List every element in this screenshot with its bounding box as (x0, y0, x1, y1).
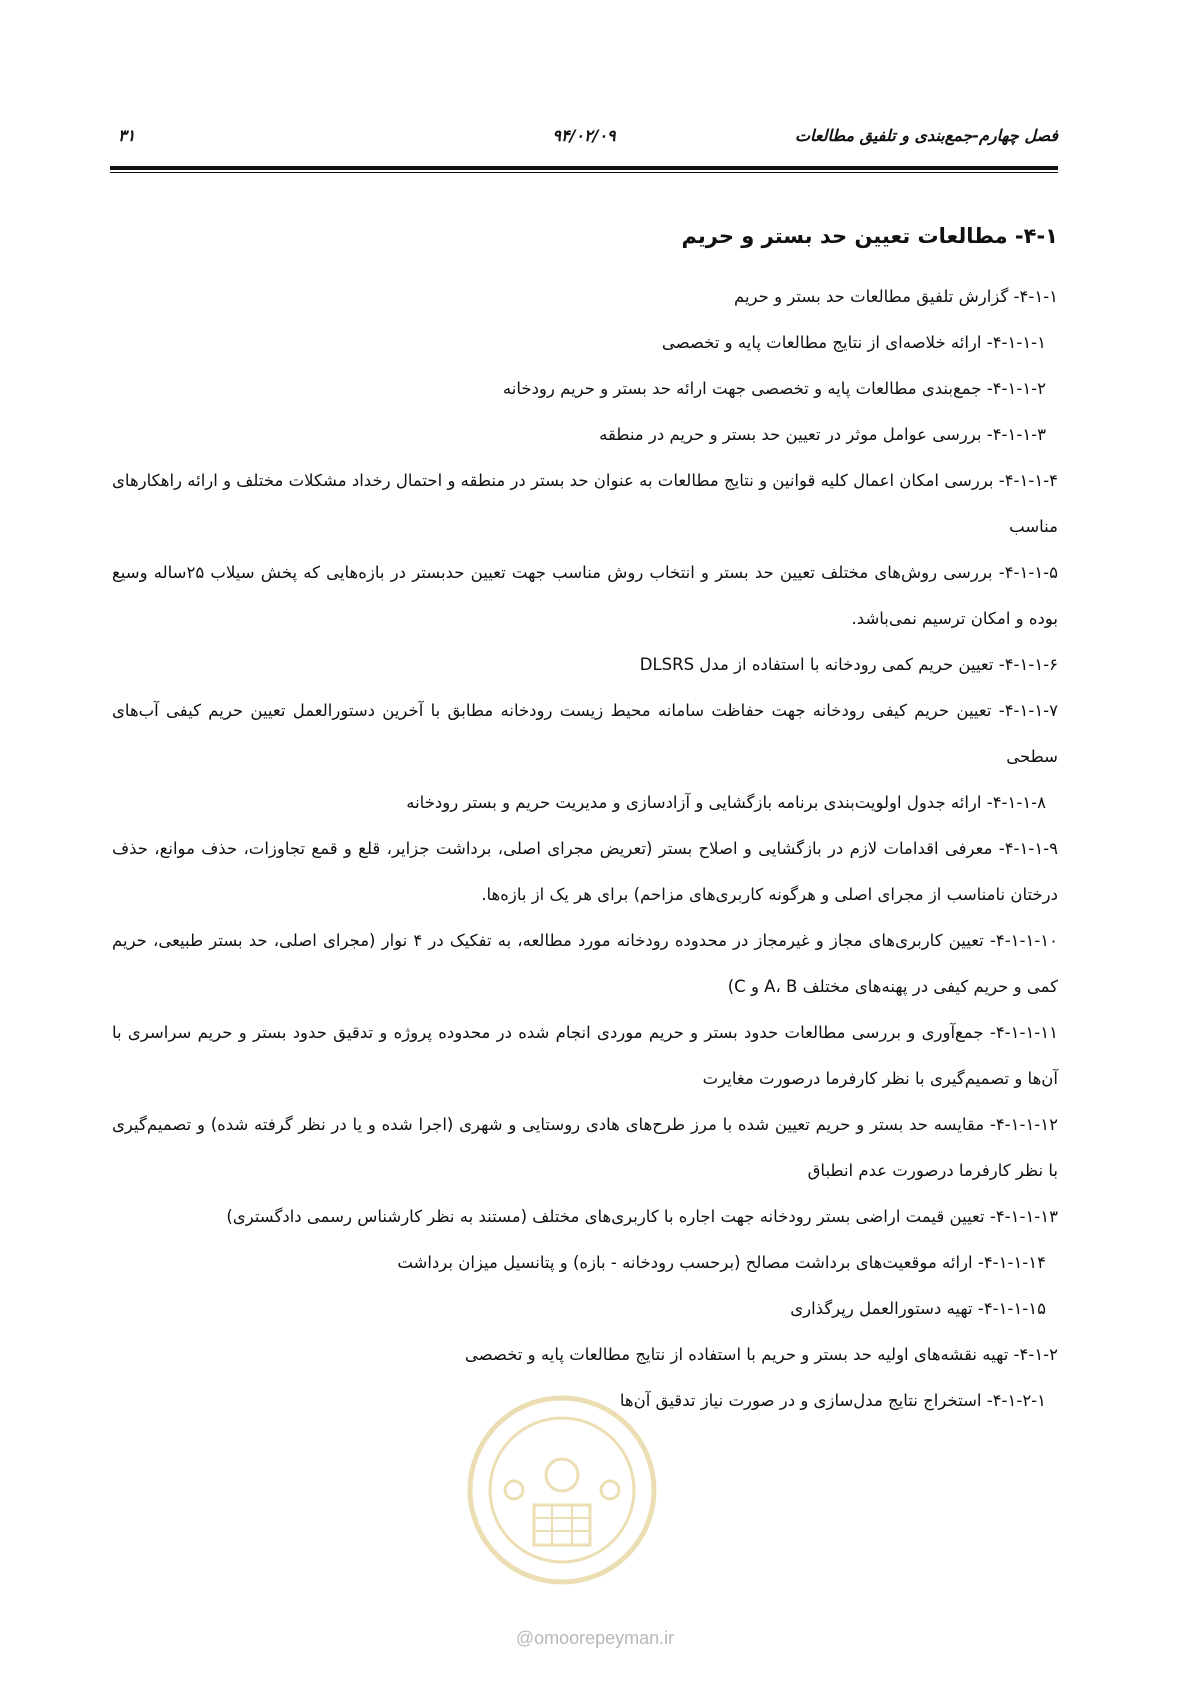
list-item: ۴-۱-۱-۶- تعیین حریم کمی رودخانه با استفاده از مدل DLSRS (639, 655, 1058, 674)
chapter-title: فصل چهارم-جمع‌بندی و تلفیق مطالعات (794, 126, 1058, 145)
list-item: ۴-۱-۱-۹- معرفی اقدامات لازم در بازگشایی و اصلاح بستر (تعریض مجرای اصلی، برداشت جزایر، قلع و قمع تجاوزات، حذف موانع، حذف درختان نامناسب از مجرای اصلی و هرگونه کاربری‌های مزاحم) برای هر یک از بازه‌ها. (112, 839, 1058, 904)
section-title: ۴-۱- مطالعات تعیین حد بستر و حریم (681, 224, 1058, 248)
page-header (110, 126, 1058, 154)
header-rule-thin (110, 172, 1058, 173)
list-item: ۴-۱-۱-۱۵- تهیه دستورالعمل رپرگذاری (790, 1299, 1046, 1318)
header-rule-thick (110, 166, 1058, 170)
list-item: ۴-۱-۱-۱- ارائه خلاصه‌ای از نتایج مطالعات پایه و تخصصی (661, 333, 1046, 352)
list-item: ۴-۱-۱-۸- ارائه جدول اولویت‌بندی برنامه بازگشایی و آزادسازی و مدیریت حریم و بستر رودخانه (406, 793, 1046, 812)
seal-watermark (462, 1380, 662, 1610)
list-item: ۴-۱-۱-۲- جمع‌بندی مطالعات پایه و تخصصی جهت ارائه حد بستر و حریم رودخانه (502, 379, 1046, 398)
list-item: ۴-۱-۱-۳- بررسی عوامل موثر در تعیین حد بستر و حریم در منطقه (599, 425, 1046, 444)
list-item: ۴-۱-۲- تهیه نقشه‌های اولیه حد بستر و حریم با استفاده از نتایج مطالعات پایه و تخصصی (464, 1345, 1058, 1364)
header-date: ۹۴/۰۲/۰۹ (552, 126, 616, 145)
list-item: ۴-۱-۱- گزارش تلفیق مطالعات حد بستر و حریم (733, 287, 1058, 306)
list-item: ۴-۱-۱-۷- تعیین حریم کیفی رودخانه جهت حفاظت سامانه محیط زیست رودخانه مطابق با آخرین دستورالعمل تعیین حریم کیفی آب‌های سطحی (112, 701, 1058, 766)
list-item: ۴-۱-۱-۱۱- جمع‌آوری و بررسی مطالعات حدود بستر و حریم موردی انجام شده در محدوده پروژه و تدقیق حدود بستر و حریم سراسری با آن‌ها و تصمیم‌گیری با نظر کارفرما درصورت مغایرت (112, 1023, 1058, 1088)
list-item: ۴-۱-۱-۱۴- ارائه موقعیت‌های برداشت مصالح (برحسب رودخانه - بازه) و پتانسیل میزان برداشت (397, 1253, 1046, 1272)
list-item: ۴-۱-۱-۱۳- تعیین قیمت اراضی بستر رودخانه جهت اجاره با کاربری‌های مختلف (مستند به نظر کارشناس رسمی دادگستری) (226, 1207, 1058, 1226)
list-item: ۴-۱-۲-۱- استخراج نتایج مدل‌سازی و در صورت نیاز تدقیق آن‌ها (619, 1391, 1046, 1410)
list-item: ۴-۱-۱-۱۰- تعیین کاربری‌های مجاز و غیرمجاز در محدوده رودخانه مورد مطالعه، به تفکیک در ۴ نوار (مجرای اصلی، حد بستر طبیعی، حریم کمی و حریم کیفی در پهنه‌های مختلف A، B و C) (112, 931, 1059, 996)
footer-site: @omoorepeyman.ir (515, 1628, 675, 1648)
list-item: ۴-۱-۱-۴- بررسی امکان اعمال کلیه قوانین و نتایج مطالعات به عنوان حد بستر در منطقه و احتمال رخداد مشکلات مختلف و ارائه راهکارهای مناسب (112, 471, 1058, 536)
list-item: ۴-۱-۱-۱۲- مقایسه حد بستر و حریم تعیین شده با مرز طرح‌های هادی روستایی و شهری (اجرا شده و یا در نظر گرفته شده) و تصمیم‌گیری با نظر کارفرما درصورت عدم انطباق (112, 1115, 1058, 1180)
page-number: ۳۱ (118, 126, 136, 145)
list-item: ۴-۱-۱-۵- بررسی روش‌های مختلف تعیین حد بستر و انتخاب روش مناسب جهت تعیین حدبستر در بازه‌هایی که پخش سیلاب ۲۵ساله وسیع بوده و امکان ترسیم نمی‌باشد. (112, 563, 1058, 628)
document-body (112, 218, 1058, 1424)
